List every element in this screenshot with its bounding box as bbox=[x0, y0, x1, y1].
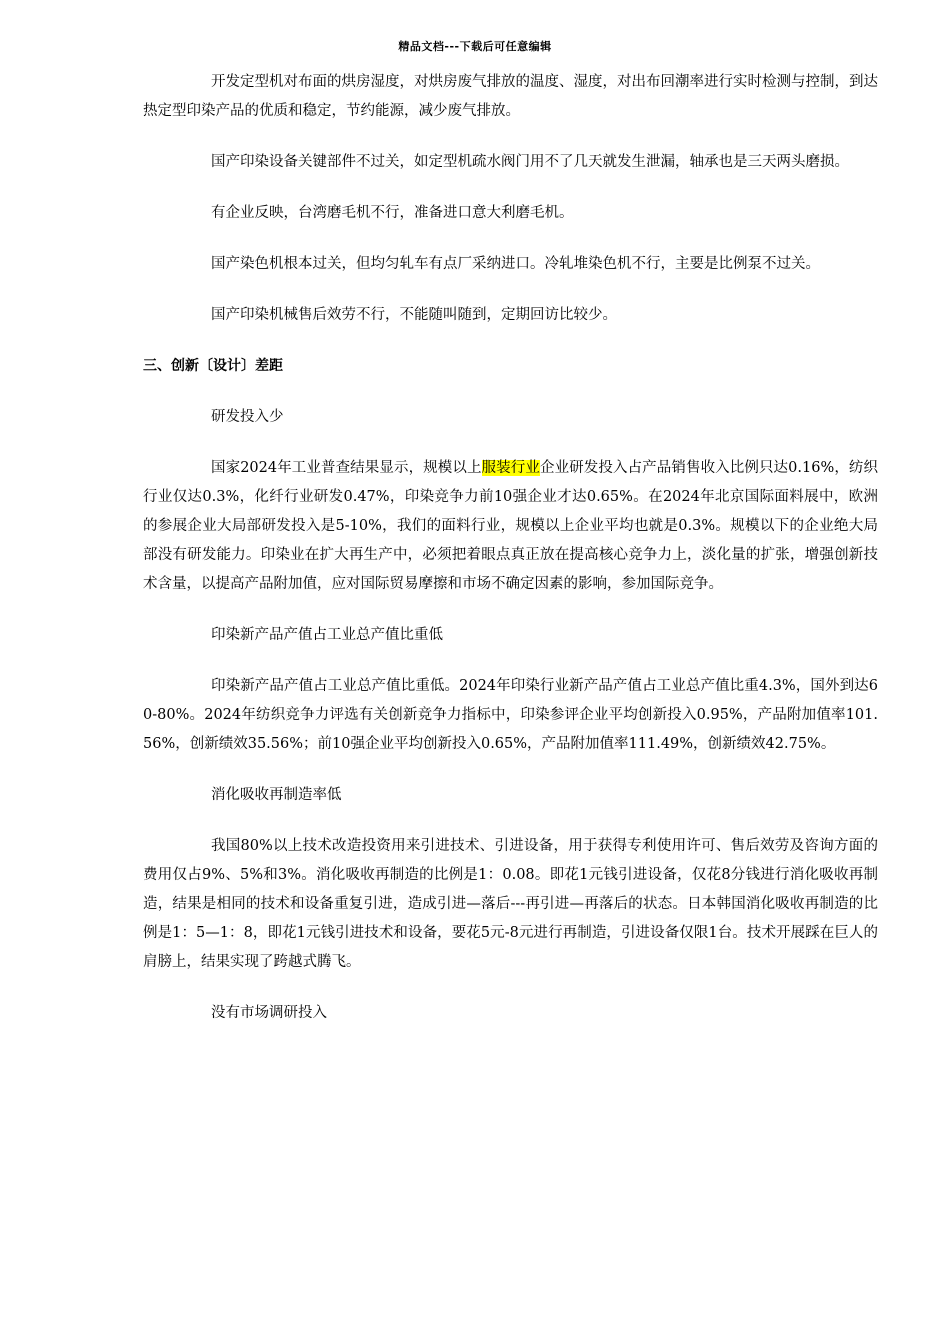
highlighted-text: 服装行业 bbox=[481, 460, 540, 476]
paragraph bbox=[143, 454, 878, 599]
subheading: 研发投入少 bbox=[211, 409, 284, 425]
section-heading: 三、创新〔设计〕差距 bbox=[143, 358, 283, 374]
subheading: 印染新产品产值占工业总产值比重低 bbox=[211, 627, 443, 643]
paragraph: 国产印染机械售后效劳不行，不能随叫随到，定期回访比较少。 bbox=[211, 307, 617, 323]
paragraph: 有企业反映，台湾磨毛机不行，准备进口意大利磨毛机。 bbox=[211, 205, 574, 221]
paragraph-text: 国家2024年工业普查结果显示，规模以上 bbox=[211, 460, 482, 476]
paragraph: 国产印染设备关键部件不过关，如定型机疏水阀门用不了几天就发生泄漏，轴承也是三天两头磨损。 bbox=[211, 154, 849, 170]
subheading: 消化吸收再制造率低 bbox=[211, 787, 342, 803]
paragraph-text: 企业研发投入占产品销售收入比例只达0.16%，纺织行业仅达0.3%，化纤行业研发0.47%，印染竞争力前10强企业才达0.65%。在2024年北京国际面料展中，欧洲的参展企业大局部研发投入是5-10%，我们的面料行业，规模以上企业平均也就是0.3%。规模以下的企业绝大局部没有研发能力。印染业在扩大再生产中，必须把着眼点真正放在提高核心竞争力上，淡化量的扩张，增强创新技术含量，以提高产品附加值，应对国际贸易摩擦和市场不确定因素的影响，参加国际竞争。 bbox=[143, 460, 879, 592]
paragraph: 国产染色机根本过关，但均匀轧车有点厂采纳进口。冷轧堆染色机不行，主要是比例泵不过关。 bbox=[211, 256, 820, 272]
paragraph: 印染新产品产值占工业总产值比重低。2024年印染行业新产品产值占工业总产值比重4.3%，国外到达60-80%。2024年纺织竞争力评选有关创新竞争力指标中，印染参评企业平均创新投入0.95%，产品附加值率101.56%，创新绩效35.56%；前10强企业平均创新投入0.65%，产品附加值率111.49%，创新绩效42.75%。 bbox=[143, 678, 878, 752]
page-header: 精品文档---下载后可任意编辑 bbox=[398, 40, 552, 53]
paragraph: 我国80%以上技术改造投资用来引进技术、引进设备，用于获得专利使用许可、售后效劳及咨询方面的费用仅占9%、5%和3%。消化吸收再制造的比例是1：0.08。即花1元钱引进设备，仅花8分钱进行消化吸收再制造，结果是相同的技术和设备重复引进，造成引进—落后---再引进—再落后的状态。日本韩国消化吸收再制造的比例是1：5—1：8，即花1元钱引进技术和设备，要花5元-8元进行再制造，引进设备仅限1台。技术开展踩在巨人的肩膀上，结果实现了跨越式腾飞。 bbox=[143, 838, 878, 970]
subheading: 没有市场调研投入 bbox=[211, 1005, 327, 1021]
document-body bbox=[143, 68, 878, 1028]
paragraph: 开发定型机对布面的烘房湿度，对烘房废气排放的温度、湿度，对出布回潮率进行实时检测与控制，到达热定型印染产品的优质和稳定，节约能源，减少废气排放。 bbox=[143, 74, 878, 119]
